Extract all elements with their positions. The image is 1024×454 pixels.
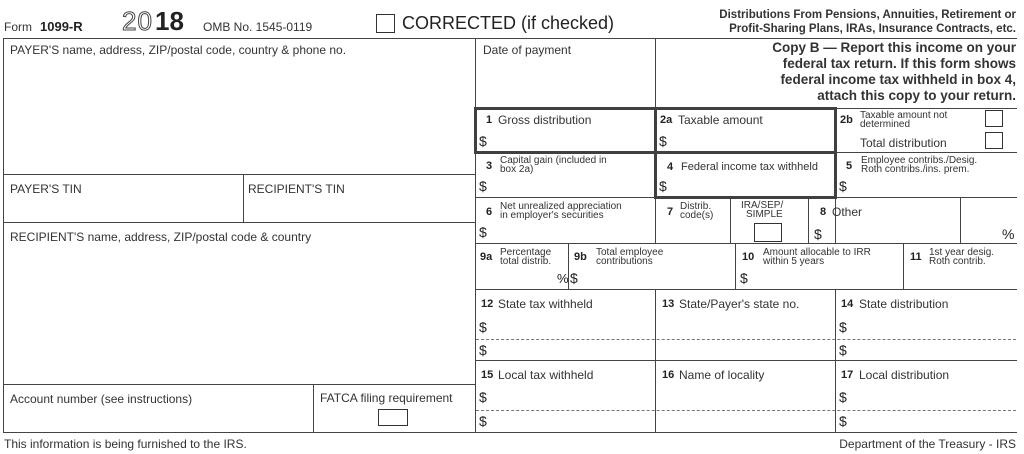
box-16-number: 16 <box>662 369 675 381</box>
copy-b-line1: Copy B — Report this income on your <box>772 40 1016 55</box>
payer-name-field[interactable] <box>5 56 473 172</box>
box-13-label: State/Payer's state no. <box>679 297 800 311</box>
box-3-dollar: $ <box>479 178 487 194</box>
box-5-number: 5 <box>846 160 853 172</box>
tax-year-outline: 20 <box>122 6 153 36</box>
form-title-line2: Profit-Sharing Plans, IRAs, Insurance Contracts, etc. <box>729 23 1016 35</box>
box-7-number: 7 <box>667 206 674 218</box>
grid-line <box>3 38 4 432</box>
box-3-amount-field[interactable] <box>490 176 650 195</box>
box-2a-amount-field[interactable] <box>670 130 830 150</box>
box-3-number: 3 <box>486 160 493 172</box>
box-9a-label-line1: Percentage <box>500 247 552 258</box>
box-4-dollar: $ <box>659 178 667 194</box>
box-6-label-line2: in employer's securities <box>500 210 604 221</box>
box-2a-dollar: $ <box>659 133 667 149</box>
box-5-label-line1: Employee contribs./Desig. <box>861 155 978 166</box>
box-10-amount-field[interactable] <box>750 268 900 287</box>
box-6-amount-field[interactable] <box>490 222 650 241</box>
box-9a-percent-field[interactable] <box>477 270 555 287</box>
box-5-amount-field[interactable] <box>850 176 1010 195</box>
box-15-amount-field-2[interactable] <box>490 412 650 430</box>
box-2b-label-line2: determined <box>860 119 911 130</box>
box-14-amount-field-2[interactable] <box>850 341 1010 359</box>
grid-line <box>3 384 475 385</box>
box-7-label-line1: Distrib. <box>680 201 712 212</box>
grid-line <box>808 197 809 243</box>
box-1-number: 1 <box>486 114 493 126</box>
form-number: 1099-R <box>40 19 83 34</box>
ira-label-line2: SIMPLE <box>746 209 783 220</box>
ira-sep-simple-checkbox[interactable] <box>754 223 782 242</box>
distribution-code-field[interactable] <box>658 224 728 242</box>
box-14-label: State distribution <box>859 297 949 311</box>
dashed-line <box>476 410 1016 411</box>
grid-line <box>730 197 731 243</box>
grid-line <box>735 243 736 289</box>
grid-line <box>903 243 904 289</box>
copy-b-line2: federal tax return. If this form shows <box>782 56 1016 71</box>
box-14-number: 14 <box>841 298 854 310</box>
grid-line <box>475 289 1017 290</box>
box-8-percent: % <box>1002 226 1015 242</box>
grid-line <box>475 360 1017 361</box>
form-prefix: Form <box>4 20 32 34</box>
box-16-label: Name of locality <box>679 368 765 382</box>
box-12-number: 12 <box>481 298 494 310</box>
box-12-dollar-2: $ <box>479 342 487 358</box>
recipient-name-field[interactable] <box>5 246 473 382</box>
box-9b-dollar: $ <box>570 270 578 286</box>
box-12-amount-field-2[interactable] <box>490 341 650 359</box>
box-15-label: Local tax withheld <box>498 368 594 382</box>
box-12-dollar-1: $ <box>479 319 487 335</box>
total-distribution-checkbox[interactable] <box>985 132 1003 149</box>
box-10-dollar: $ <box>740 270 748 286</box>
fatca-label: FATCA filing requirement <box>320 391 453 405</box>
footer-irs-notice: This information is being furnished to the IRS. <box>4 437 247 451</box>
box-5-dollar: $ <box>839 178 847 194</box>
account-number-label: Account number (see instructions) <box>10 392 193 406</box>
recipient-tin-label: RECIPIENT'S TIN <box>248 182 345 196</box>
box-9b-number: 9b <box>574 251 587 263</box>
date-of-payment-label: Date of payment <box>483 43 572 57</box>
grid-line <box>475 38 476 432</box>
recipient-tin-field[interactable] <box>246 196 473 220</box>
omb-number: OMB No. 1545-0119 <box>203 20 313 34</box>
box-16-field-2[interactable] <box>658 412 832 430</box>
form-title-line1: Distributions From Pensions, Annuities, Retirement or <box>719 9 1016 21</box>
payer-tin-label: PAYER'S TIN <box>10 182 82 196</box>
grid-line <box>3 38 1017 39</box>
box-3-label-line2: box 2a) <box>500 164 534 175</box>
box-11-label-line2: Roth contrib. <box>929 256 986 267</box>
box-17-number: 17 <box>841 369 854 381</box>
box-15-dollar-2: $ <box>479 413 487 429</box>
grid-line <box>313 384 314 432</box>
box-4-label: Federal income tax withheld <box>681 161 818 173</box>
box-5-label-line2: Roth contribs./ins. prem. <box>861 164 970 175</box>
grid-line <box>243 174 244 222</box>
fatca-checkbox[interactable] <box>378 409 408 426</box>
box-8-dollar: $ <box>814 226 822 242</box>
box-9b-label-line2: contributions <box>596 256 653 267</box>
box-2a-number: 2a <box>660 114 673 126</box>
tax-year: 18 <box>155 6 184 36</box>
box-8-percent-field[interactable] <box>962 222 1002 241</box>
box-9a-number: 9a <box>480 251 493 263</box>
box-4-amount-field[interactable] <box>670 176 830 195</box>
payer-tin-field[interactable] <box>5 196 241 220</box>
box-7-label-line2: code(s) <box>680 210 714 221</box>
corrected-checkbox[interactable] <box>376 14 395 33</box>
box-17-amount-field-2[interactable] <box>850 412 1010 430</box>
box-12-amount-field-1[interactable] <box>490 316 650 337</box>
box-17-dollar-1: $ <box>839 389 847 405</box>
box-6-number: 6 <box>486 206 493 218</box>
box-11-label-line1: 1st year desig. <box>929 247 995 258</box>
box-11-year-field[interactable] <box>906 268 1014 287</box>
box-16-field-1[interactable] <box>658 386 832 408</box>
box-13-field-1[interactable] <box>658 316 832 337</box>
taxable-not-determined-checkbox[interactable] <box>985 110 1003 127</box>
box-10-label-line1: Amount allocable to IRR <box>763 247 871 258</box>
grid-line <box>3 222 475 223</box>
box-9b-amount-field[interactable] <box>580 268 730 287</box>
box-2b-label-line1: Taxable amount not <box>860 110 948 121</box>
grid-line <box>3 432 1017 433</box>
recipient-name-label: RECIPIENT'S name, address, ZIP/postal code & country <box>10 230 312 244</box>
box-6-label-line1: Net unrealized appreciation <box>500 201 622 212</box>
box-17-amount-field-1[interactable] <box>850 386 1010 408</box>
box-3-label-line1: Capital gain (included in <box>500 155 607 166</box>
box-15-number: 15 <box>481 369 494 381</box>
box-15-amount-field-1[interactable] <box>490 386 650 408</box>
box-14-dollar-2: $ <box>839 342 847 358</box>
grid-line <box>475 243 1017 244</box>
box-10-number: 10 <box>742 251 755 263</box>
box-9b-label-line1: Total employee <box>596 247 664 258</box>
box-14-amount-field-1[interactable] <box>850 316 1010 337</box>
box-10-label-line2: within 5 years <box>763 256 825 267</box>
box-8-label: Other <box>832 205 863 219</box>
box-14-dollar-1: $ <box>839 319 847 335</box>
box-13-field-2[interactable] <box>658 341 832 359</box>
box-4-number: 4 <box>667 161 674 173</box>
box-6-dollar: $ <box>479 224 487 240</box>
box-8-number: 8 <box>820 206 827 218</box>
copy-b-line4: attach this copy to your return. <box>817 88 1016 103</box>
box-17-label: Local distribution <box>859 368 950 382</box>
account-number-field[interactable] <box>5 406 311 430</box>
date-of-payment-field[interactable] <box>477 58 653 106</box>
grid-line <box>960 197 961 243</box>
box-12-label: State tax withheld <box>498 297 593 311</box>
box-11-number: 11 <box>910 251 922 263</box>
corrected-label: CORRECTED (if checked) <box>402 13 615 33</box>
ira-label-line1: IRA/SEP/ <box>741 200 784 211</box>
copy-b-line3: federal income tax withheld in box 4, <box>780 72 1016 87</box>
box-8-amount-field[interactable] <box>824 222 958 241</box>
dashed-line <box>476 339 1016 340</box>
box-1-dollar: $ <box>479 133 487 149</box>
footer-treasury: Department of the Treasury - IRS <box>839 437 1016 451</box>
grid-line <box>3 174 475 175</box>
box-1-amount-field[interactable] <box>490 130 650 150</box>
payer-name-label: PAYER'S name, address, ZIP/postal code, country & phone no. <box>10 43 347 57</box>
box-13-number: 13 <box>662 298 675 310</box>
box-2a-label: Taxable amount <box>678 113 763 127</box>
box-9a-label-line2: total distrib. <box>500 256 552 267</box>
box-2b-number: 2b <box>840 114 853 126</box>
grid-line <box>655 38 656 108</box>
box-17-dollar-2: $ <box>839 413 847 429</box>
box-1-label: Gross distribution <box>498 113 592 127</box>
box-15-dollar-1: $ <box>479 389 487 405</box>
box-9a-percent: % <box>557 271 569 286</box>
total-distribution-label: Total distribution <box>860 136 947 150</box>
